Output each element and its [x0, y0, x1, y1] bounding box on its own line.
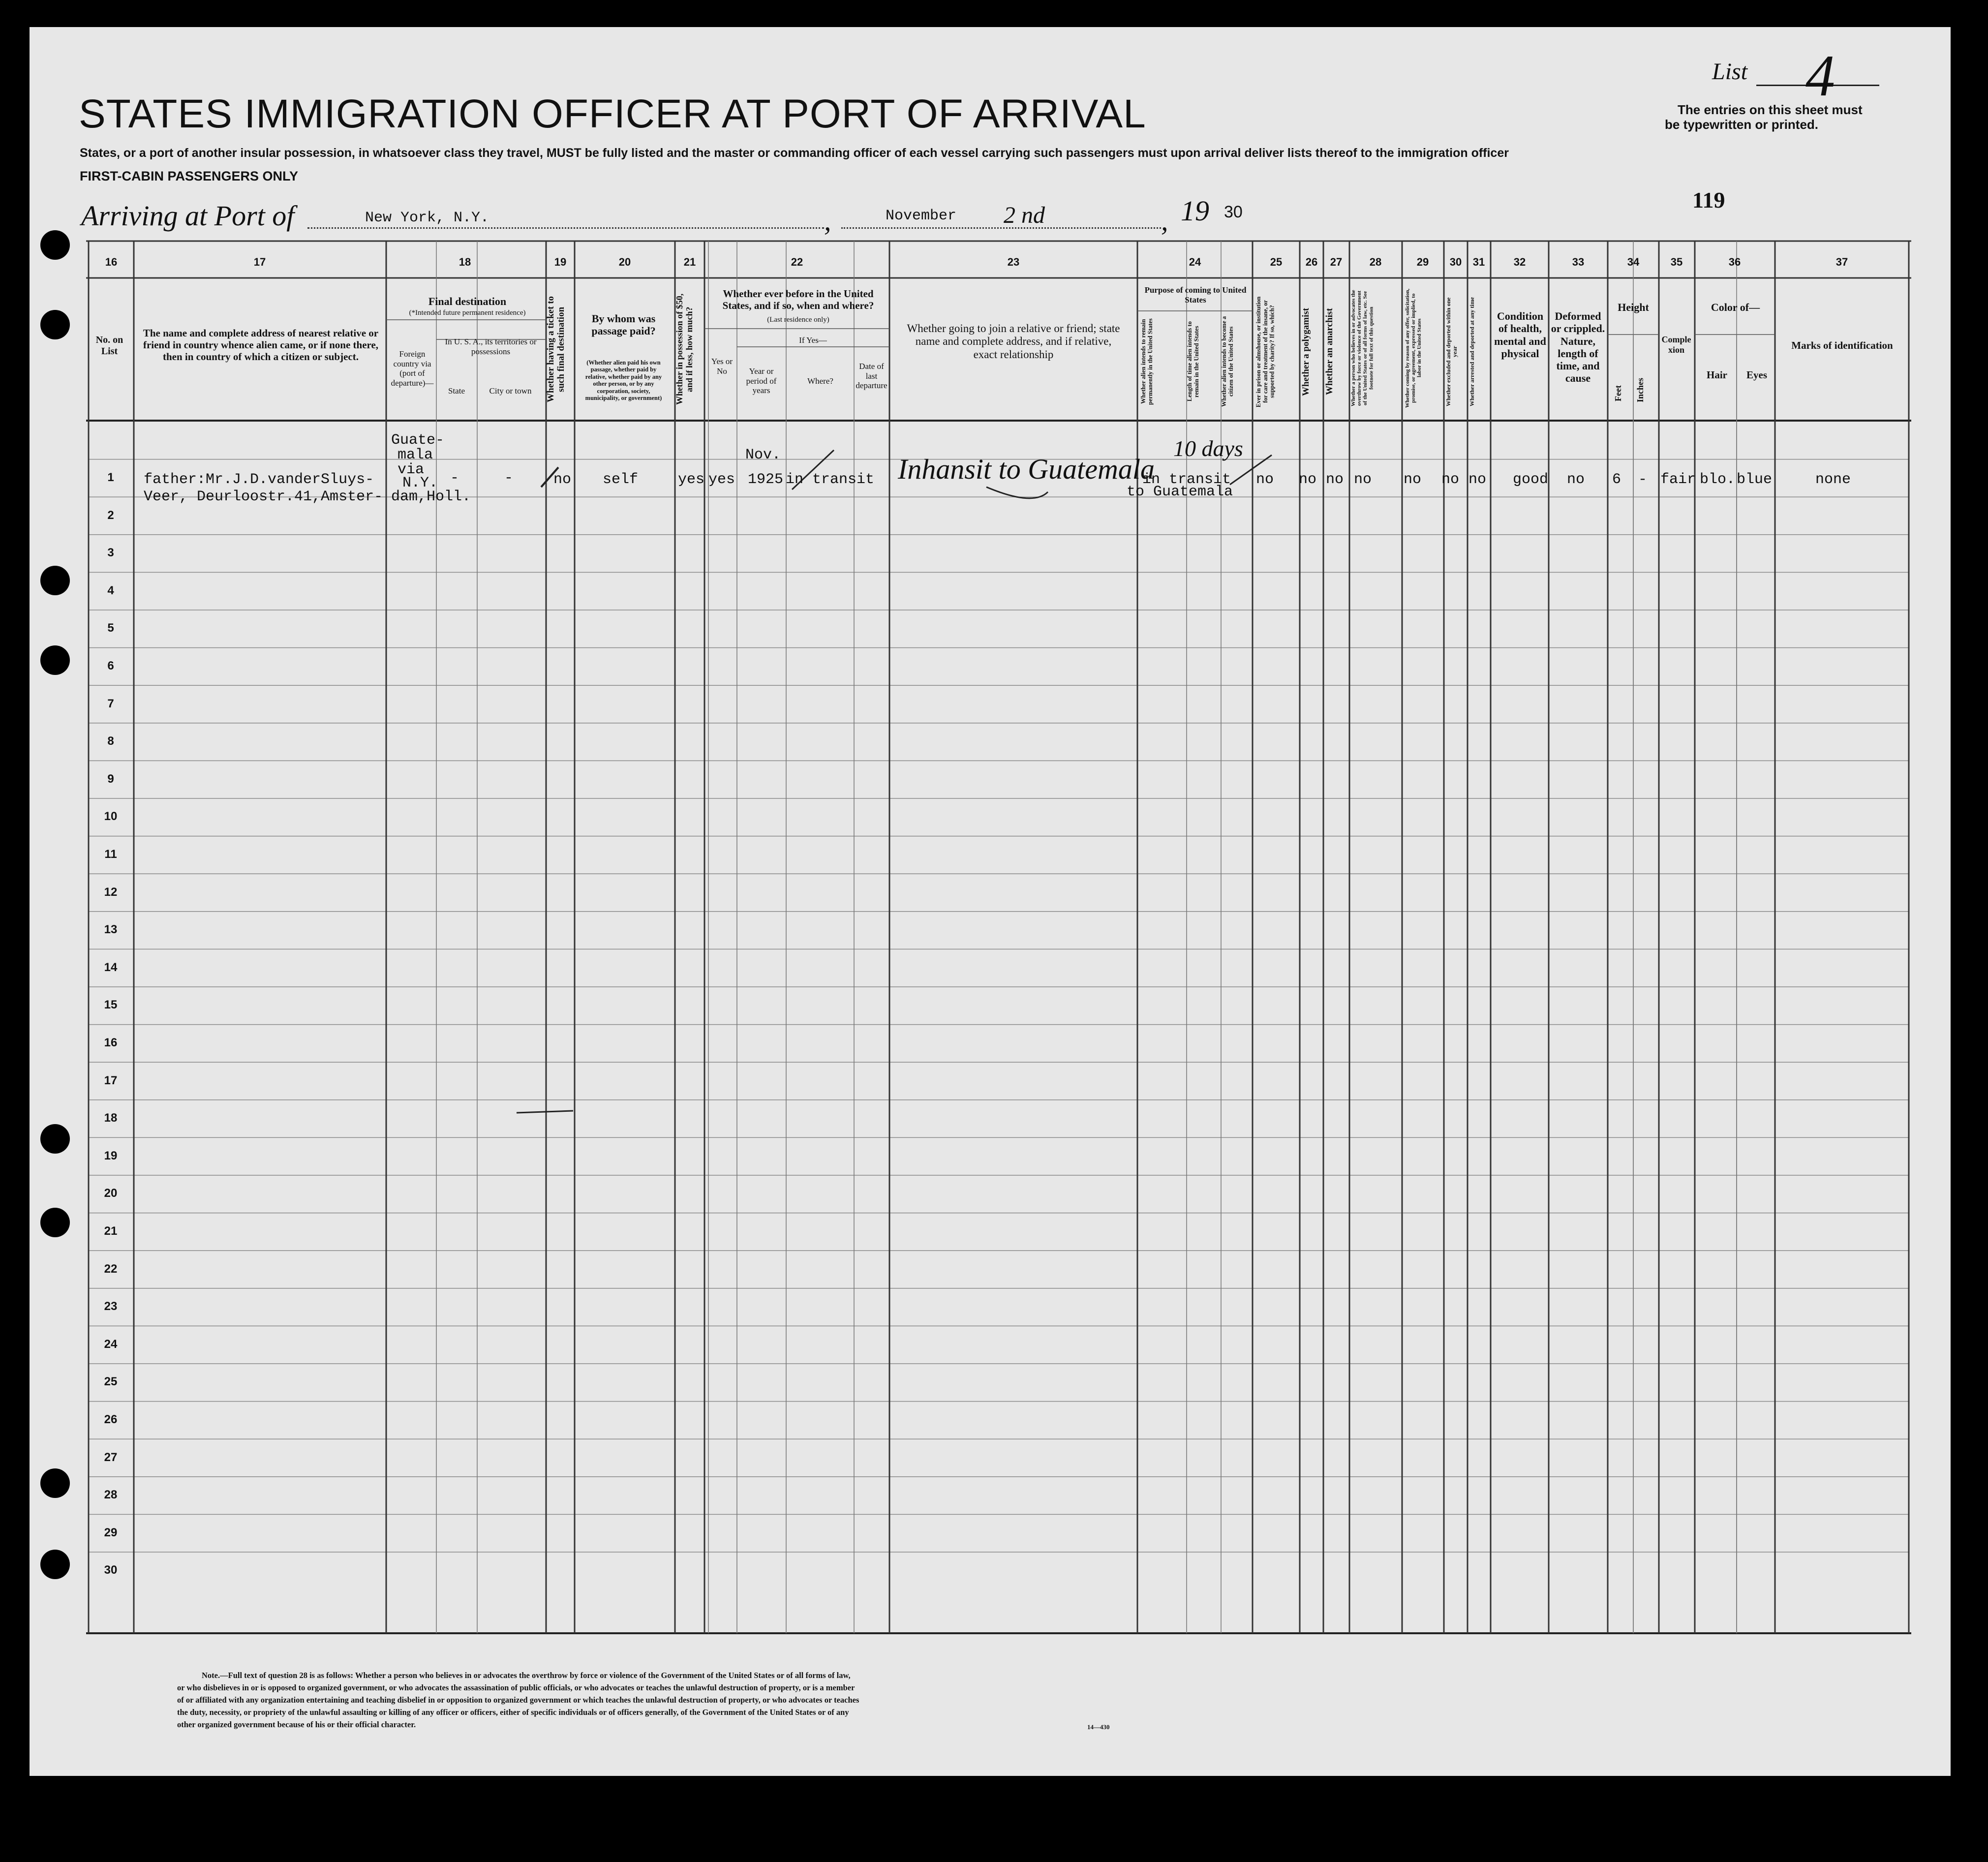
col35-header: Complexion	[1661, 335, 1691, 355]
col32-header: Condition of health, mental and physical	[1494, 310, 1546, 360]
row-number: 24	[104, 1337, 118, 1351]
col18-foreign: Foreign country via (port of departure)—	[391, 349, 434, 388]
hair-color-value: blo.	[1700, 471, 1736, 488]
comma: ,	[824, 205, 831, 237]
year-prefix: 19	[1181, 195, 1209, 227]
anarchist-value: no	[1326, 471, 1344, 488]
column-number: 33	[1572, 256, 1585, 268]
column-number: 17	[253, 256, 266, 268]
col22-date: Date of last departure	[856, 362, 887, 391]
deported-value: no	[1468, 471, 1487, 488]
before-where-value: in transit	[786, 471, 875, 488]
col21-header: Whether in possession of $50, and if less, how much?	[674, 293, 694, 405]
page-title: STATES IMMIGRATION OFFICER AT PORT OF ARRIVAL	[79, 92, 1146, 136]
col22-subtitle: (Last residence only)	[767, 316, 829, 324]
col30-header: Whether excluded and deported within one year	[1445, 297, 1459, 406]
row-number: 10	[104, 810, 118, 824]
row-number: 12	[104, 885, 118, 899]
col18-usa: In U. S. A., its territories or possessions	[445, 337, 537, 356]
column-number: 26	[1305, 256, 1318, 268]
col24-citizen-header: Whether alien intends to become a citizen of the United States	[1221, 316, 1234, 407]
col17-header: The name and complete address of nearest relative or friend in country whence alien came, or if none there, then in country of which a citizen or subject.	[143, 327, 379, 363]
row-number: 23	[104, 1300, 118, 1313]
col27-header: Whether an anarchist	[1324, 308, 1335, 396]
column-number: 29	[1416, 256, 1429, 268]
row-number: 28	[104, 1488, 118, 1502]
col22-yesno: Yes or No	[711, 357, 733, 376]
row-number: 3	[107, 546, 114, 560]
row-number: 15	[104, 998, 118, 1012]
purpose-stamp: 10 days	[1173, 436, 1243, 461]
row-number: 18	[104, 1111, 118, 1125]
passage-paid-value: self	[603, 471, 639, 488]
col18-title: Final destination	[428, 295, 507, 307]
footnote-line: the duty, necessity, or propriety of the unlawful assaulting or killing of any officer or officers, either of specific individuals or of officers generally, of the Government of the United States or of any	[177, 1708, 849, 1717]
row-number: 29	[104, 1526, 118, 1539]
col18-subtitle: (*Intended future permanent residence)	[409, 309, 526, 317]
column-number: 27	[1330, 256, 1343, 268]
col36-hair: Hair	[1707, 369, 1727, 381]
comma: ,	[1161, 205, 1168, 237]
column-number: 25	[1270, 256, 1283, 268]
foreign-country-line: via	[398, 461, 425, 478]
typewritten-note: The entries on this sheet must	[1678, 102, 1863, 117]
purpose-line-2: to Guatemala	[1127, 484, 1233, 500]
col28-header: Whether a person who believes in or advocates the overthrow by force or violence of the Government of the United States or of all forms of law, etc. See footnote for full text of this question	[1350, 290, 1375, 406]
row-number: 1	[107, 471, 114, 484]
form-code: 14—430	[1087, 1723, 1110, 1731]
column-number: 31	[1472, 256, 1485, 268]
row-number: 22	[104, 1262, 118, 1276]
before-month-value: Nov.	[745, 447, 781, 463]
col26-header: Whether a polygamist	[1301, 307, 1311, 396]
relative-address-line-1: father:Mr.J.D.vanderSluys-	[144, 471, 374, 488]
ticket-value: no	[553, 471, 572, 488]
instructions-line: States, or a port of another insular possession, in whatsoever class they travel, MUST be fully listed and the master or commanding officer of each vessel carrying such passengers must upon arrival deliver lists thereof to the immigration officer	[80, 146, 1509, 160]
before-year-value: 1925	[748, 471, 784, 488]
date-day: 2 nd	[1004, 202, 1045, 228]
health-value: good	[1513, 471, 1549, 488]
row-number: 7	[107, 697, 114, 710]
state-value: -	[450, 470, 459, 487]
col34-feet: Feet	[1613, 385, 1623, 402]
col24-length-header: Length of time alien intends to remain in the United States	[1186, 321, 1200, 402]
col34-inches: Inches	[1635, 377, 1645, 402]
footnote-line: other organized government because of his or their official character.	[177, 1720, 416, 1729]
page-number: 119	[1692, 187, 1725, 213]
column-number: 24	[1189, 256, 1201, 268]
column-number: 30	[1449, 256, 1462, 268]
col19-header: Whether having a ticket to such final destination	[546, 296, 566, 403]
money-value: yes	[678, 471, 705, 488]
col20-subtitle: (Whether alien paid his own passage, whether paid by relative, whether paid by any other person, or by any corporation, society, municipality, or government)	[585, 359, 662, 401]
date-month: November	[886, 208, 957, 224]
row-number: 11	[104, 848, 117, 861]
eyes-color-value: blue	[1737, 471, 1773, 488]
col31-header: Whether arrested and deported at any time	[1468, 297, 1475, 407]
date-dotted-line	[841, 227, 1161, 229]
col18-city: City or town	[489, 386, 532, 396]
col25-header: Ever in prison or almshouse, or institution for care and treatment of the insane, or supported by charity? If so, which?	[1255, 296, 1276, 407]
row-number: 21	[104, 1224, 118, 1238]
column-number: 22	[791, 256, 803, 268]
column-number: 35	[1670, 256, 1683, 268]
before-yesno-value: yes	[708, 471, 735, 488]
col22-title: Whether ever before in the United States, and if so, when and where?	[722, 288, 874, 312]
row-number: 9	[107, 772, 114, 786]
col16-header: No. on List	[95, 335, 123, 357]
foreign-country-line: dam,Holl.	[391, 488, 471, 505]
footnote-line: of or affiliated with any organization entertaining and teaching disbelief in or opposition to organized government or which teaches the unlawful destruction of property, or who advocates or teaches	[177, 1695, 859, 1705]
col37-header: Marks of identification	[1791, 339, 1893, 351]
row-number: 8	[107, 734, 114, 748]
foreign-country-line: N.Y.	[402, 475, 438, 491]
year-suffix: 30	[1224, 203, 1243, 221]
labor-offer-value: no	[1404, 471, 1422, 488]
class-line: FIRST-CABIN PASSENGERS ONLY	[80, 169, 299, 183]
complexion-value: fair	[1660, 471, 1696, 488]
col18-state: State	[448, 386, 465, 396]
pen-stroke	[517, 1111, 573, 1113]
list-label: List	[1712, 59, 1748, 85]
column-number: 20	[618, 256, 631, 268]
row-number: 13	[104, 923, 118, 937]
row-number: 20	[104, 1187, 118, 1200]
col22-ifyes: If Yes—	[799, 336, 827, 345]
height-feet-value: 6	[1612, 471, 1621, 488]
col36-eyes: Eyes	[1746, 369, 1767, 381]
row-number: 4	[107, 583, 114, 597]
foreign-country-line: mala	[398, 447, 433, 463]
join-relative-value: Inhansit to Guatemala	[898, 453, 1155, 485]
row-number: 6	[107, 659, 114, 672]
col22-year: Year or period of years	[746, 366, 777, 396]
col22-where: Where?	[807, 376, 833, 386]
footnote-line: Note.—Full text of question 28 is as follows: Whether a person who believes in or advocates the overthrow by force or violence of the Government of the United States or of all forms of law,	[202, 1671, 851, 1680]
excluded-value: no	[1441, 471, 1460, 488]
arriving-label: Arriving at Port of	[81, 200, 295, 232]
col33-header: Deformed or crippled. Nature, length of time, and cause	[1551, 310, 1605, 385]
prison-value: no	[1256, 471, 1274, 488]
column-number: 37	[1835, 256, 1848, 268]
overthrow-value: no	[1354, 471, 1372, 488]
port-dotted-line	[307, 227, 824, 229]
column-number: 28	[1369, 256, 1382, 268]
column-number: 23	[1007, 256, 1020, 268]
polygamist-value: no	[1299, 471, 1317, 488]
col24-title: Purpose of coming to United States	[1144, 285, 1247, 305]
list-number: 4	[1805, 43, 1835, 108]
col29-header: Whether coming by reason of any offer, solicitation, promise, or agreement, expressed or implied, to labor in the United States	[1405, 288, 1423, 408]
column-number: 34	[1627, 256, 1640, 268]
col36-title: Color of—	[1711, 301, 1760, 313]
column-number: 36	[1728, 256, 1741, 268]
typewritten-note: be typewritten or printed.	[1665, 117, 1819, 132]
relative-address-line-2: Veer, Deurloostr.41,Amster-	[144, 488, 383, 505]
col20-title: By whom was passage paid?	[591, 312, 656, 337]
row-number: 26	[104, 1413, 118, 1426]
column-number: 21	[683, 256, 696, 268]
column-number: 18	[459, 256, 471, 268]
row-number: 5	[107, 621, 114, 635]
signature-flourish	[986, 487, 1048, 498]
deformed-value: no	[1567, 471, 1585, 488]
row-number: 14	[104, 960, 118, 974]
row-number: 16	[104, 1036, 118, 1049]
row-number: 30	[104, 1563, 118, 1577]
col34-title: Height	[1618, 301, 1649, 313]
footnote-line: or who disbelieves in or is opposed to organized government, or who advocates the assassination of public officials, or who advocates or teaches the unlawful destruction of property, or is a member	[177, 1683, 855, 1692]
row-number: 17	[104, 1073, 118, 1087]
column-number: 32	[1513, 256, 1526, 268]
row-number: 19	[104, 1149, 118, 1162]
row-number: 25	[104, 1375, 118, 1389]
city-value: -	[504, 470, 514, 487]
marks-value: none	[1815, 471, 1851, 488]
column-number: 16	[105, 256, 118, 268]
column-number: 19	[554, 256, 567, 268]
col24-remain-header: Whether alien intends to remain permanently in the United States	[1140, 318, 1154, 405]
height-inches-value: -	[1638, 471, 1648, 488]
foreign-country-line: Guate-	[391, 432, 445, 449]
port-value: New York, N.Y.	[365, 210, 489, 226]
purpose-line-1: in transit	[1142, 471, 1231, 488]
row-number: 2	[107, 508, 114, 522]
col23-header: Whether going to join a relative or friend; state name and complete address, and if relative, exact relationship	[907, 322, 1120, 361]
row-number: 27	[104, 1450, 118, 1464]
